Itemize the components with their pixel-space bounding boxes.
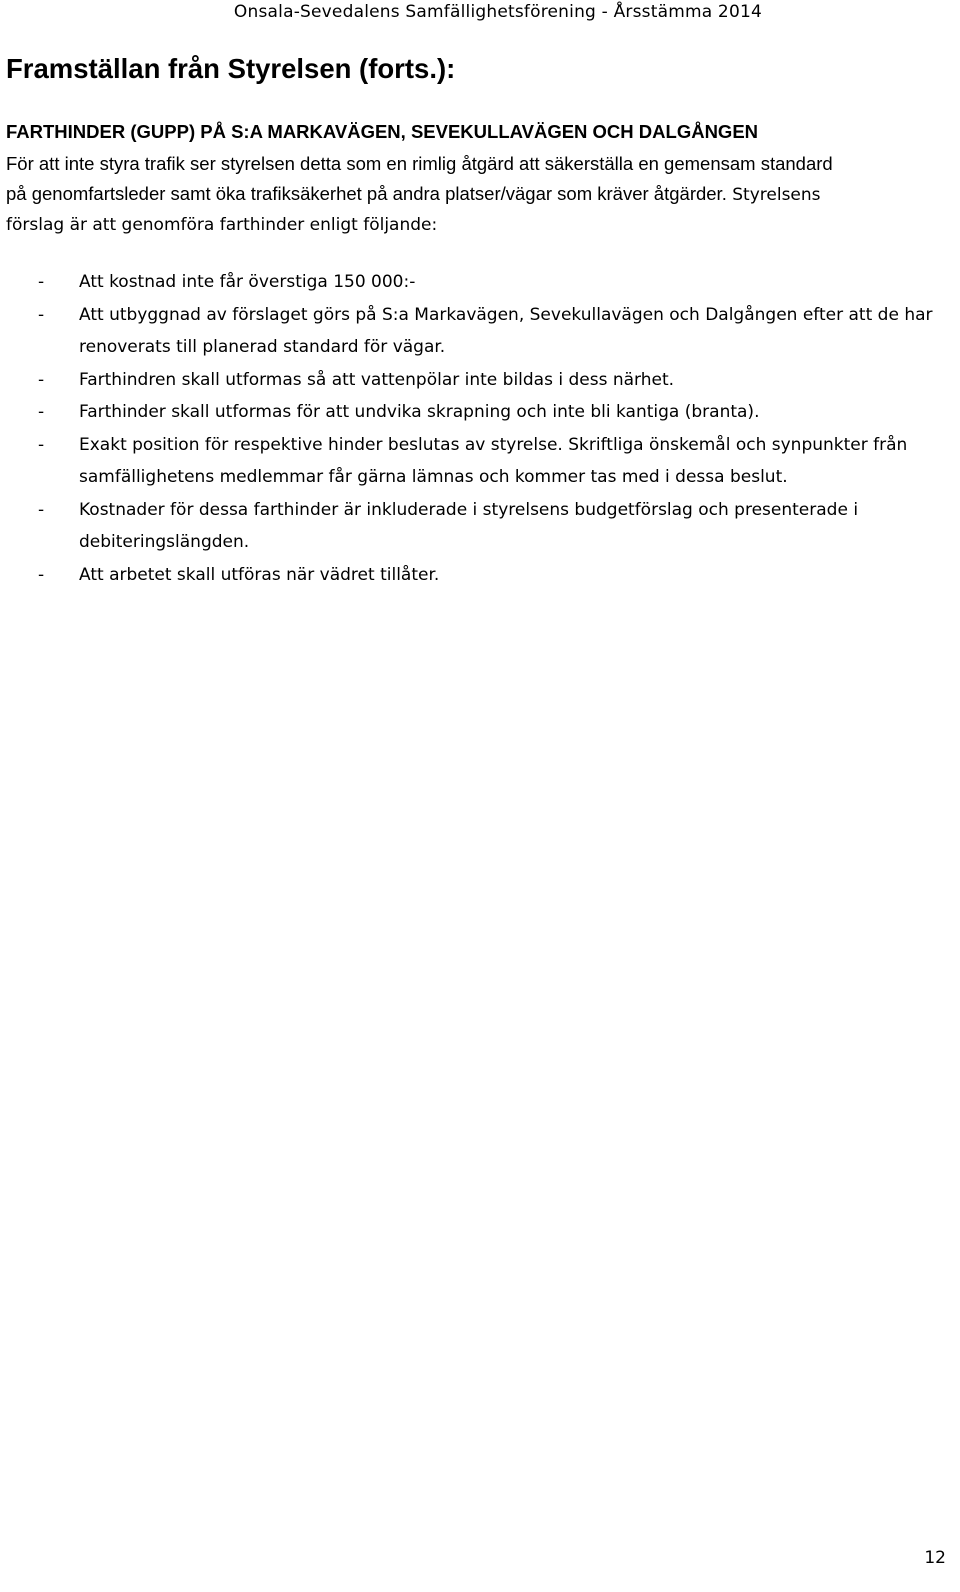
intro-text: på genomfartsleder samt öka trafiksäkerhet på andra platser/vägar som kräver åtgärder.: [6, 183, 727, 204]
section-heading: FARTHINDER (GUPP) PÅ S:A MARKAVÄGEN, SEVEKULLAVÄGEN OCH DALGÅNGEN: [6, 121, 759, 142]
list-item-text: Kostnader för dessa farthinder är inkluderade i styrelsens budgetförslag och presenterade i debiteringslängden.: [79, 499, 859, 552]
list-marker: -: [38, 434, 45, 455]
intro-paragraph: [6, 149, 951, 240]
list-item: [0, 429, 939, 494]
list-item: [0, 299, 939, 364]
intro-text: Styrelsens: [726, 185, 821, 205]
list-item: [0, 396, 939, 429]
list-item-text: Farthinder skall utformas för att undvika skrapning och inte bli kantiga (branta).: [79, 402, 760, 422]
list-item-text: Att arbetet skall utföras när vädret tillåter.: [79, 564, 440, 585]
list-item: [0, 559, 939, 592]
page-title: Framställan från Styrelsen (forts.):: [6, 53, 456, 84]
list-marker: -: [38, 564, 45, 585]
intro-line: [6, 179, 951, 210]
intro-line: För att inte styra trafik ser styrelsen detta som en rimlig åtgärd att säkerställa en gemensam standard: [6, 153, 833, 174]
list-item: [0, 266, 939, 299]
list-item-text: Att utbyggnad av förslaget görs på S:a Markavägen, Sevekullavägen och Dalgången efter att de har renoverats till planerad standard för vägar.: [79, 304, 933, 357]
requirements-list: [0, 266, 960, 591]
list-item: [0, 364, 939, 397]
list-item-text: Att kostnad inte får överstiga 150 000:-: [79, 272, 416, 292]
list-marker: -: [38, 369, 45, 390]
list-marker: -: [38, 402, 45, 422]
list-marker: -: [38, 304, 45, 325]
running-header: Onsala-Sevedalens Samfällighetsförening - Årsstämma 2014: [233, 2, 762, 22]
list-item-text: Farthindren skall utformas så att vattenpölar inte bildas i dess närhet.: [79, 369, 675, 390]
list-item: [0, 494, 939, 559]
list-marker: -: [38, 272, 45, 292]
intro-line: förslag är att genomföra farthinder enligt följande:: [6, 215, 438, 235]
page-number: 12: [924, 1548, 946, 1568]
list-marker: -: [38, 499, 45, 520]
list-item-text: Exakt position för respektive hinder beslutas av styrelse. Skriftliga önskemål och synpunkter från samfällighetens medlemmar får gärna lämnas och kommer tas med i dessa beslut.: [79, 434, 908, 487]
